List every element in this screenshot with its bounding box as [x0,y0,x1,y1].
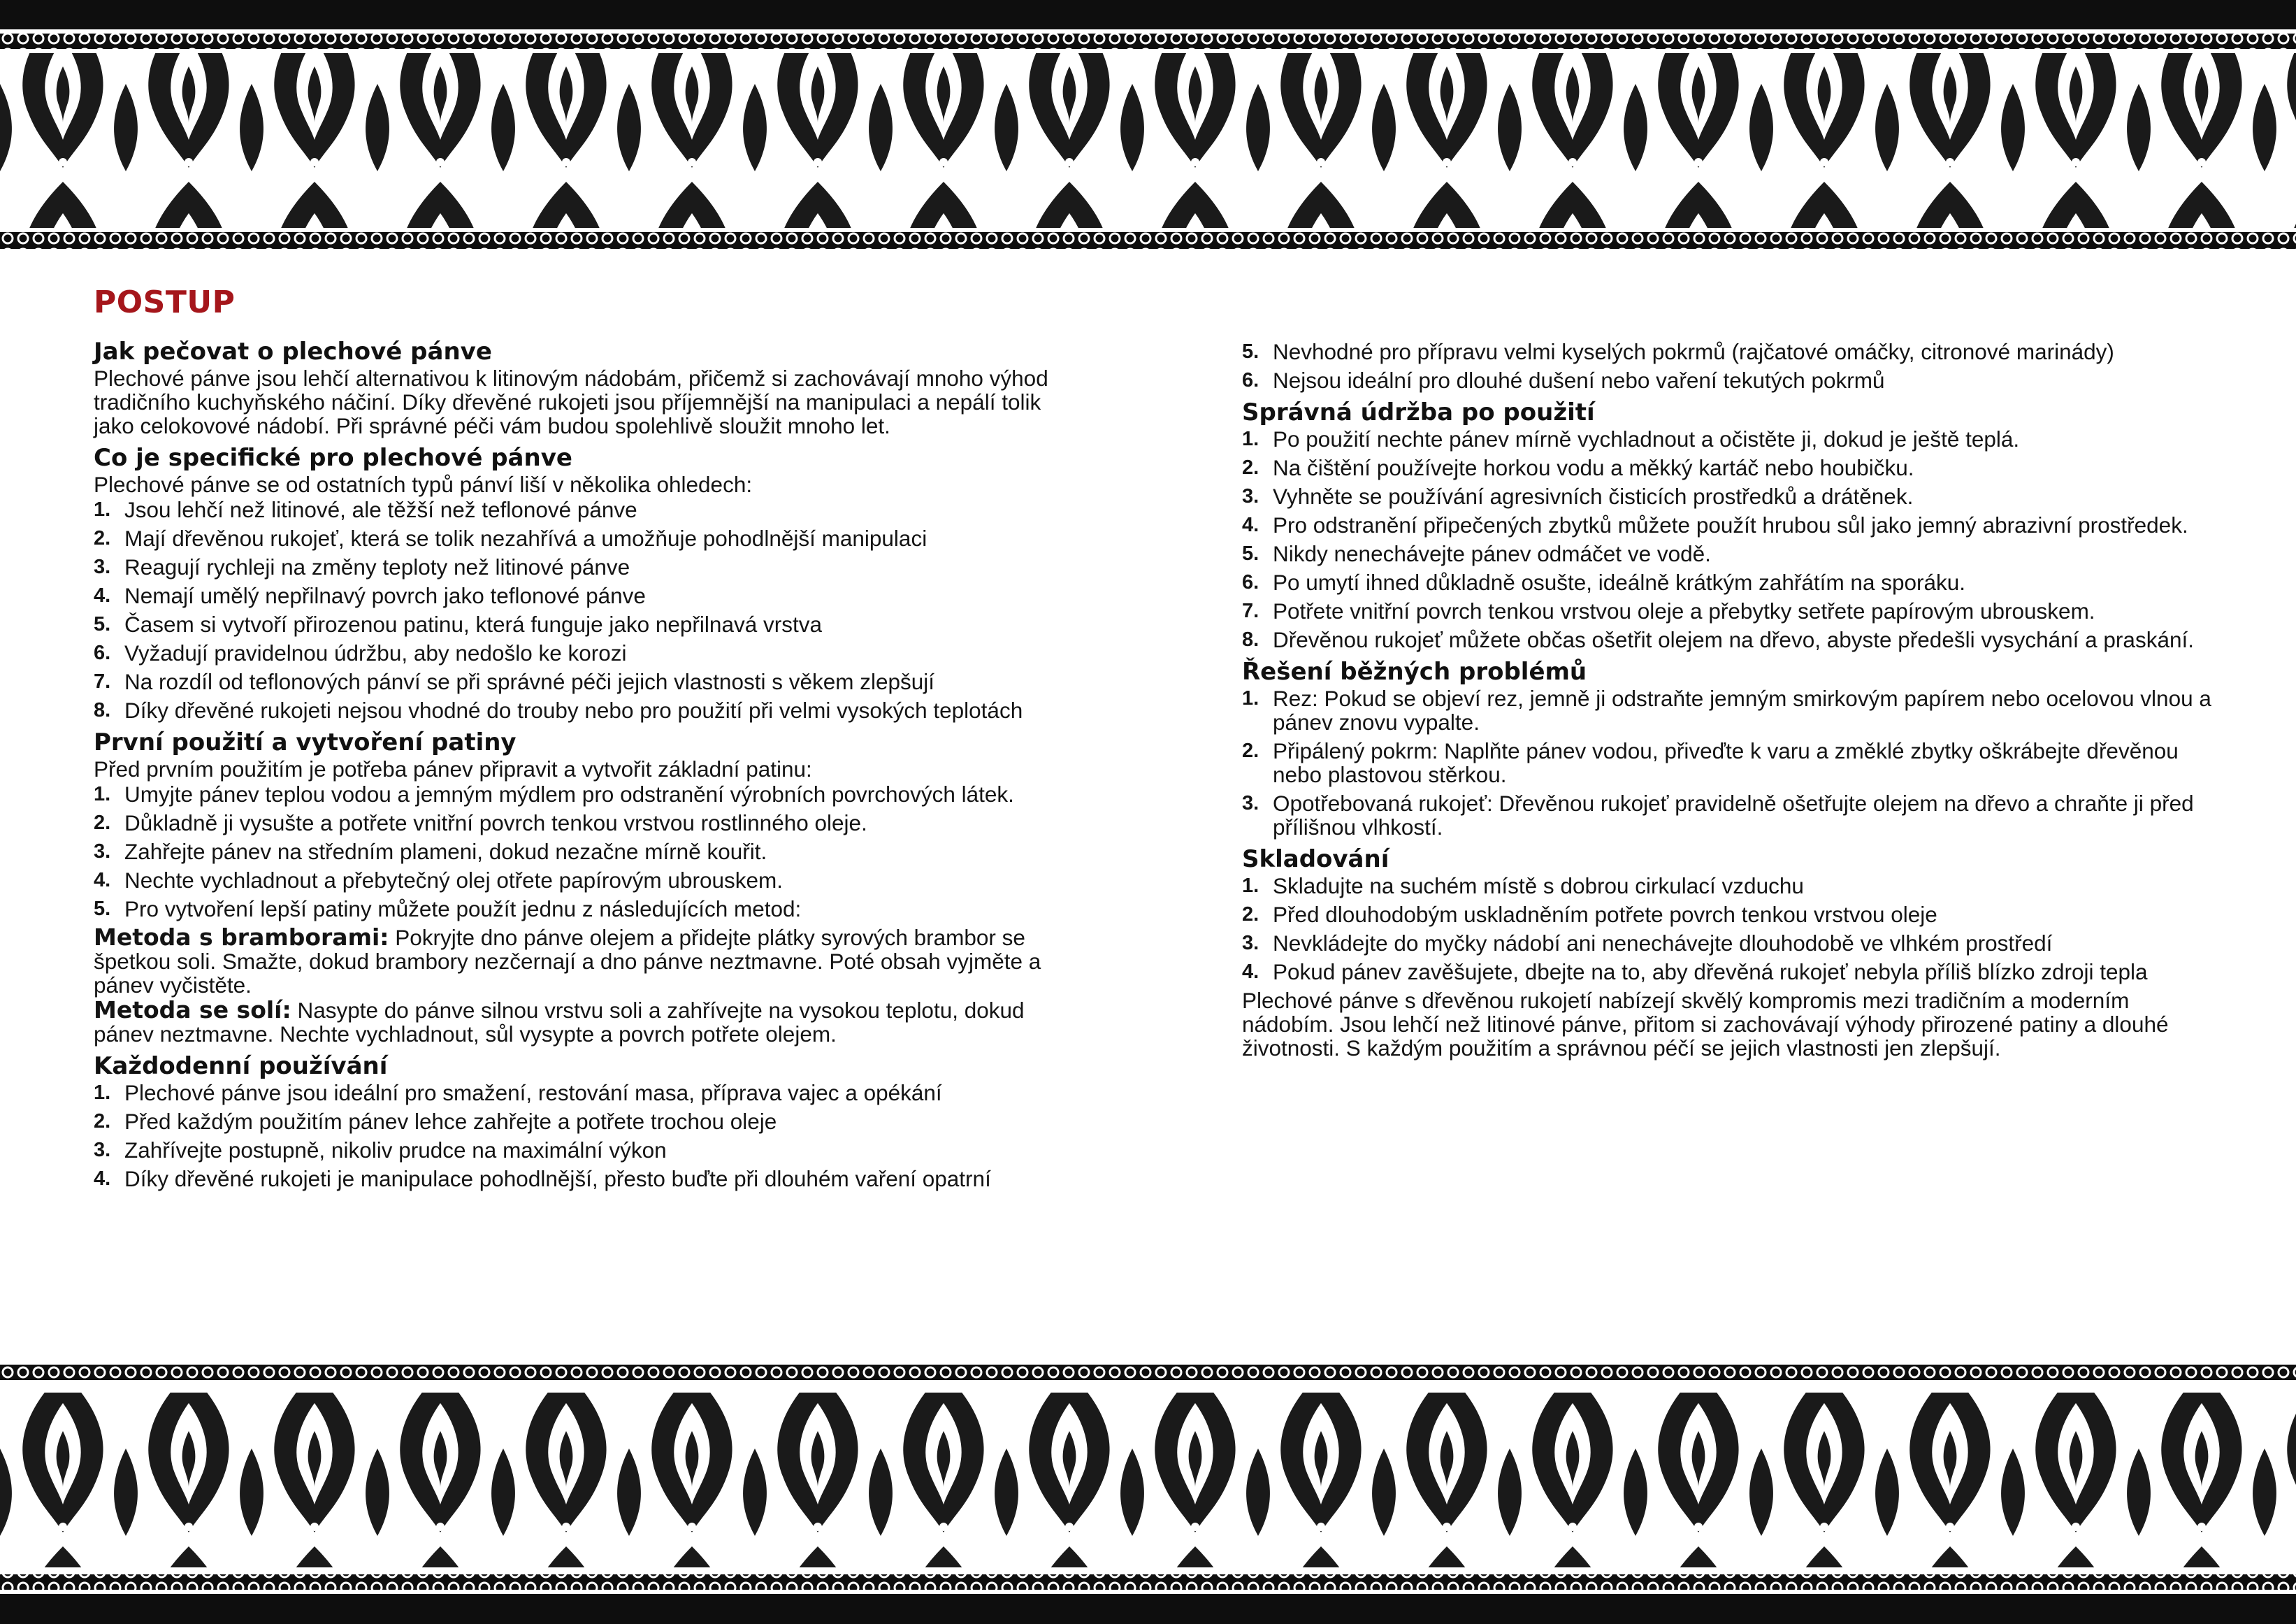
ornament-pattern-bottom [0,1365,2296,1624]
list-item [94,498,1072,522]
section-text: Plechové pánve se od ostatních typů pánví liší v několika ohledech: [94,472,753,497]
item-text: Reagují rychleji na změny teploty než litinové pánve [124,554,630,580]
item-text: Pro vytvoření lepší patiny můžete použít jednu z následujících metod: [124,896,802,921]
list-item [94,897,1072,921]
numbered-list [94,498,1072,722]
list-item [1242,599,2221,623]
item-number: 1. [94,783,111,805]
list-item [1242,791,2221,839]
item-text: Zahřívejte postupně, nikoliv prudce na maximální výkon [124,1137,667,1163]
item-text: Po použití nechte pánev mírně vychladnout a očistěte ji, dokud je ještě teplá. [1273,426,2020,452]
list-item [1242,542,2221,566]
numbered-list [1242,687,2221,839]
item-text: Nejsou ideální pro dlouhé dušení nebo vaření tekutých pokrmů [1273,368,1885,393]
list-item [1242,340,2221,364]
item-text: Před dlouhodobým uskladněním potřete povrch tenkou vrstvou oleje [1273,902,1937,927]
item-text: Díky dřevěné rukojeti je manipulace pohodlnější, přesto buďte při dlouhém vaření opatrní [124,1166,991,1191]
item-text: Před každým použitím pánev lehce zahřejte a potřete trochou oleje [124,1109,777,1134]
list-item [94,811,1072,835]
item-number: 4. [94,584,111,607]
section-text: Plechové pánve jsou lehčí alternativou k litinovým nádobám, přičemž si zachovávají mnoho výhod tradičního kuchyňského náčiní. Díky dřevěné rukojeti jsou příjemnější na manipulaci a nepálí tolik jako celokovové nádobí. Při správné péči vám budou spolehlivě sloužit mnoho let. [94,366,1048,438]
item-number: 3. [1242,792,1259,814]
section-storage [1242,845,2221,1060]
list-item [94,612,1072,636]
item-number: 5. [1242,340,1259,363]
section-text: Před prvním použitím je potřeba pánev připravit a vytvořit základní patinu: [94,756,812,782]
list-item [1242,368,2221,392]
ornament-pattern-top [0,0,2296,253]
item-number: 3. [94,1139,111,1161]
list-item [1242,739,2221,786]
item-number: 6. [1242,369,1259,391]
item-number: 2. [94,1110,111,1133]
item-text: Plechové pánve jsou ideální pro smažení, restování masa, příprava vajec a opékání [124,1080,942,1105]
item-number: 2. [94,527,111,549]
page-title: POSTUP [94,285,236,320]
section-heading: Skladování [1242,845,1389,873]
list-item [94,868,1072,892]
list-item [1242,960,2221,984]
list-item [94,1109,1072,1133]
list-item [1242,570,2221,594]
item-number: 4. [1242,514,1259,536]
numbered-list [94,1081,1072,1191]
item-text: Rez: Pokud se objeví rez, jemně ji odstraňte jemným smirkovým papírem nebo ocelovou vlnou a pánev znovu vypalte. [1273,686,2211,735]
item-text: Vyžadují pravidelnou údržbu, aby nedošlo ke korozi [124,640,627,666]
item-number: 3. [1242,485,1259,508]
list-item [94,555,1072,579]
left-column [94,285,1072,1196]
list-item [94,526,1072,550]
item-text: Potřete vnitřní povrch tenkou vrstvou oleje a přebytky setřete papírovým ubrouskem. [1273,598,2095,624]
list-item [94,782,1072,806]
item-text: Nevhodné pro přípravu velmi kyselých pokrmů (rajčatové omáčky, citronové marinády) [1273,339,2114,364]
item-number: 2. [1242,457,1259,479]
section-daily-use [94,1051,1072,1191]
item-text: Důkladně ji vysušte a potřete vnitřní povrch tenkou vrstvou rostlinného oleje. [124,810,867,835]
item-text: Jsou lehčí než litinové, ale těžší než teflonové pánve [124,497,637,522]
item-text: Časem si vytvoří přirozenou patinu, která funguje jako nepřilnavá vrstva [124,612,822,637]
method-salt [94,998,1072,1046]
item-number: 1. [94,498,111,521]
section-heading: Řešení běžných problémů [1242,658,1587,686]
bottom-ornamental-border [0,1365,2296,1624]
item-text: Nevkládejte do myčky nádobí ani nenechávejte dlouhodobě ve vlhkém prostředí [1273,930,2053,956]
section-specific [94,443,1072,722]
numbered-list [1242,427,2221,652]
section-heading: Každodenní používání [94,1052,388,1080]
list-item [1242,513,2221,537]
list-item [94,1138,1072,1162]
item-text: Nemají umělý nepřilnavý povrch jako teflonové pánve [124,583,646,608]
numbered-list [1242,340,2221,392]
numbered-list [94,782,1072,921]
right-column [1242,340,2221,1065]
section-heading: Správná údržba po použití [1242,398,1595,426]
item-number: 1. [1242,428,1259,450]
numbered-list [1242,874,2221,984]
item-number: 3. [94,840,111,863]
item-number: 5. [1242,542,1259,565]
method-text: Pokryjte dno pánve olejem a přidejte plátky syrových brambor se špetkou soli. Smažte, dokud brambory nezčernají a dno pánve neztmavne. Poté obsah vyjměte a pánev vyčistěte. [94,925,1041,998]
item-text: Na čištění používejte horkou vodu a měkký kartáč nebo houbičku. [1273,455,1914,480]
item-number: 5. [94,613,111,635]
item-number: 4. [94,1167,111,1190]
item-text: Umyjte pánev teplou vodou a jemným mýdlem pro odstranění výrobních povrchových látek. [124,782,1014,807]
section-maintenance [1242,398,2221,652]
list-item [94,840,1072,863]
item-text: Na rozdíl od teflonových pánví se při správné péči jejich vlastnosti s věkem zlepšují [124,669,935,694]
conclusion-text: Plechové pánve s dřevěnou rukojetí nabízejí skvělý kompromis mezi tradičním a moderním nádobím. Jsou lehčí než litinové pánve, přitom si zachovávají výhody přirozené patiny a dlouhé životnosti. S každým použitím a správnou péčí se jejich vlastnosti jen zlepšují. [1242,988,2169,1061]
item-text: Po umytí ihned důkladně osušte, ideálně krátkým zahřátím na sporáku. [1273,570,1966,595]
item-text: Skladujte na suchém místě s dobrou cirkulací vzduchu [1273,873,1804,898]
list-item [1242,456,2221,480]
method-label: Metoda se solí: [94,996,291,1023]
list-item [1242,874,2221,898]
item-number: 1. [1242,687,1259,710]
item-text: Pokud pánev zavěšujete, dbejte na to, aby dřevěná rukojeť nebyla příliš blízko zdroji tepla [1273,959,2148,984]
list-item [1242,903,2221,926]
item-text: Připálený pokrm: Naplňte pánev vodou, přiveďte k varu a změklé zbytky oškrábejte dřevěnou nebo plastovou stěrkou. [1273,738,2179,787]
list-item [1242,687,2221,734]
list-item [1242,931,2221,955]
item-number: 6. [94,642,111,664]
item-number: 3. [1242,932,1259,954]
item-number: 4. [1242,961,1259,983]
item-number: 3. [94,556,111,578]
list-item [94,641,1072,665]
list-item [94,670,1072,694]
item-number: 7. [94,670,111,693]
section-daily-use-continued [1242,340,2221,392]
item-text: Nikdy nenechávejte pánev odmáčet ve vodě. [1273,541,1711,566]
item-text: Opotřebovaná rukojeť: Dřevěnou rukojeť pravidelně ošetřujte olejem na dřevo a chraňte ji před přílišnou vlhkostí. [1273,791,2194,840]
item-text: Vyhněte se používání agresivních čisticích prostředků a drátěnek. [1273,484,1914,509]
method-label: Metoda s bramborami: [94,924,389,951]
list-item [1242,484,2221,508]
section-heading: První použití a vytvoření patiny [94,728,517,756]
item-text: Dřevěnou rukojeť můžete občas ošetřit olejem na dřevo, abyste předešli vysychání a praskání. [1273,627,2194,652]
section-heading: Jak pečovat o plechové pánve [94,338,492,366]
item-text: Pro odstranění připečených zbytků můžete použít hrubou sůl jako jemný abrazivní prostředek. [1273,512,2188,538]
item-number: 2. [1242,903,1259,926]
item-text: Mají dřevěnou rukojeť, která se tolik nezahřívá a umožňuje pohodlnější manipulaci [124,526,927,551]
section-problems [1242,657,2221,839]
list-item [94,1167,1072,1191]
item-number: 6. [1242,571,1259,594]
item-number: 7. [1242,600,1259,622]
method-potato [94,926,1072,997]
section-heading: Co je specifické pro plechové pánve [94,444,572,472]
item-number: 2. [94,812,111,834]
item-number: 1. [1242,875,1259,897]
top-ornamental-border [0,0,2296,253]
method-text: Nasypte do pánve silnou vrstvu soli a zahřívejte na vysokou teplotu, dokud pánev neztmavne. Nechte vychladnout, sůl vysypte a povrch potřete olejem. [94,998,1025,1047]
item-text: Díky dřevěné rukojeti nejsou vhodné do trouby nebo pro použití při velmi vysokých teplotách [124,698,1023,723]
item-number: 8. [94,699,111,721]
list-item [1242,427,2221,451]
item-number: 1. [94,1082,111,1104]
list-item [94,584,1072,608]
item-number: 5. [94,898,111,920]
item-text: Nechte vychladnout a přebytečný olej otřete papírovým ubrouskem. [124,868,784,893]
item-number: 4. [94,869,111,891]
section-intro [94,337,1072,438]
section-first-use [94,728,1072,1046]
list-item [94,698,1072,722]
item-number: 8. [1242,628,1259,651]
list-item [1242,628,2221,652]
list-item [94,1081,1072,1105]
item-number: 2. [1242,740,1259,762]
item-text: Zahřejte pánev na středním plameni, dokud nezačne mírně kouřit. [124,839,767,864]
